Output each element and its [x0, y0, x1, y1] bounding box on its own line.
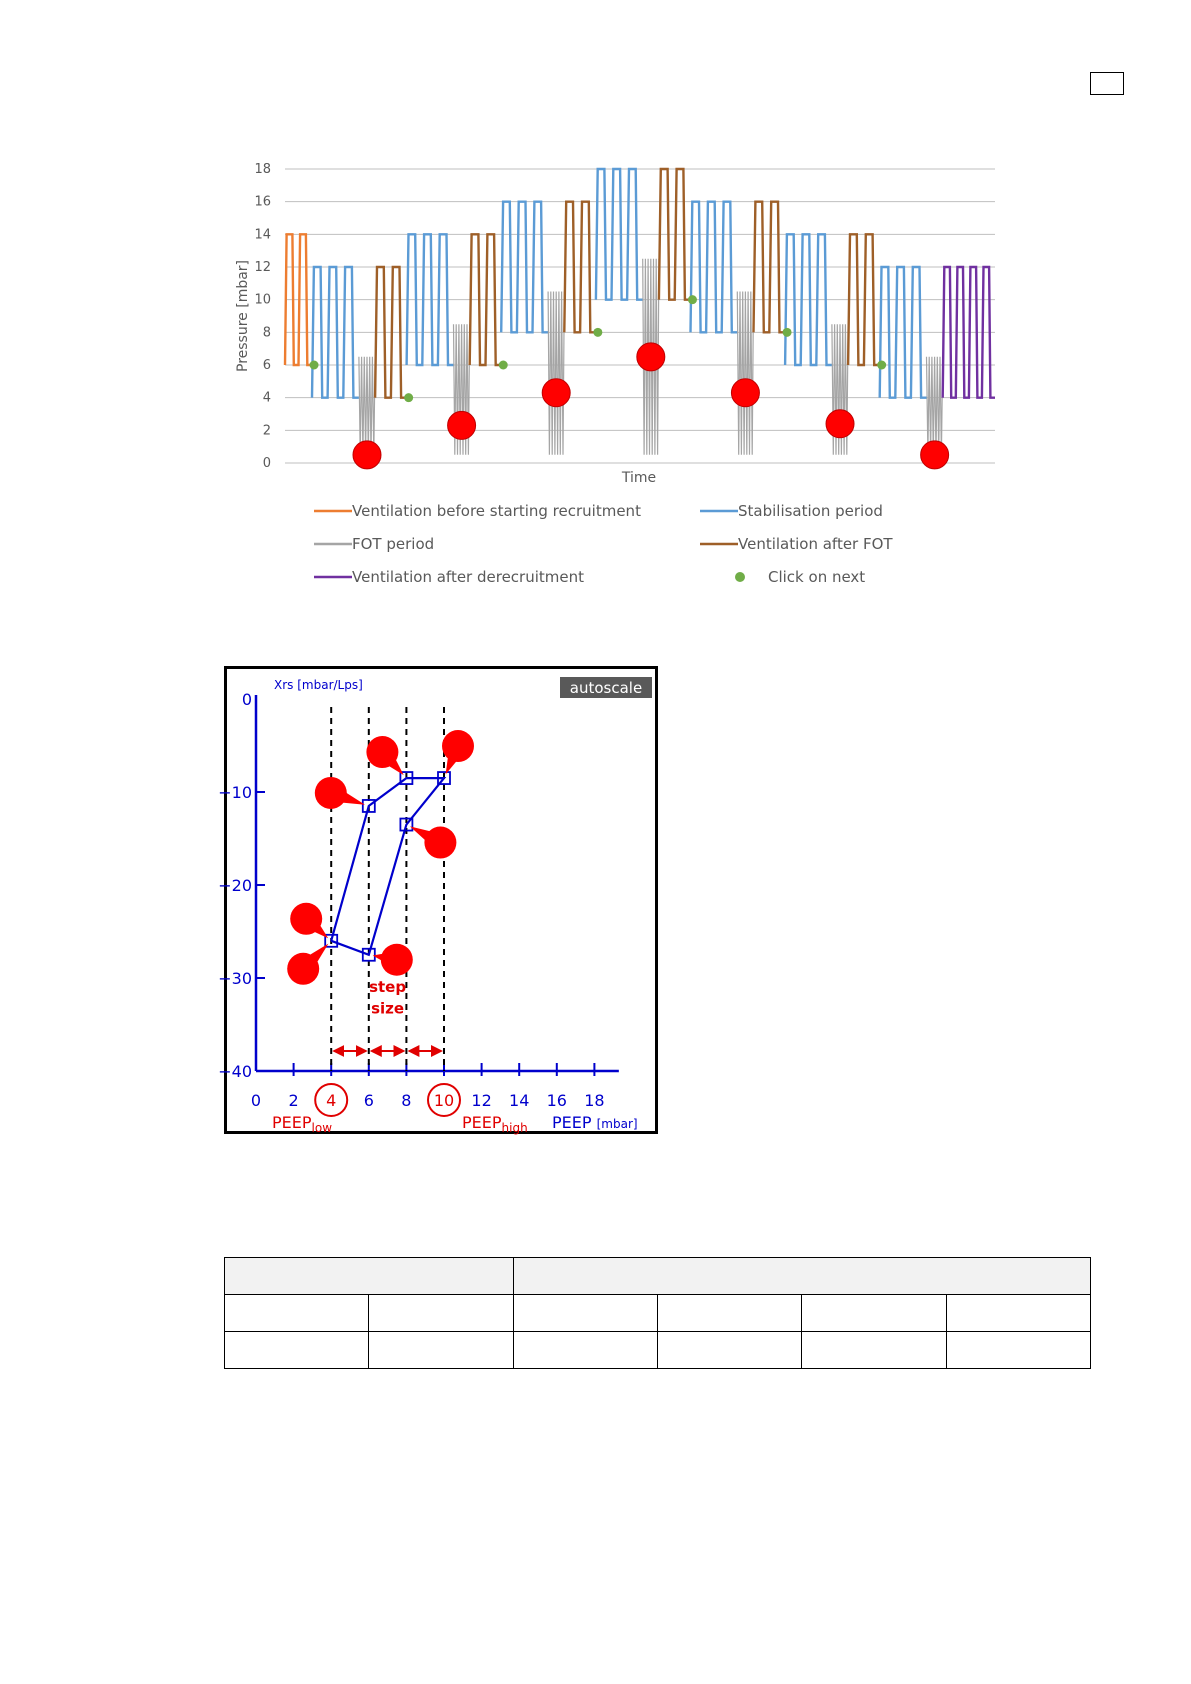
y-axis-label: Pressure [mbar] [235, 259, 251, 373]
table-row [225, 1332, 1091, 1369]
y-tick-label: 0 [262, 456, 271, 471]
x-tick-label: 6 [363, 1091, 374, 1110]
y-tick-label: −30 [218, 969, 252, 988]
red-pin-marker [442, 730, 474, 762]
table-cell [225, 1258, 514, 1295]
click-on-next-point [688, 295, 697, 304]
pressure-time-chart [230, 160, 1110, 630]
step-label: size [371, 999, 405, 1018]
series-segment-fot [927, 357, 943, 455]
red-marker [826, 410, 854, 438]
series-segment-fot [359, 357, 375, 455]
legend-swatch-click [735, 572, 745, 582]
y-axis-label: Xrs [mbar/Lps] [274, 678, 363, 692]
xrs-peep-chart [218, 666, 658, 1135]
y-tick-label: 2 [262, 423, 271, 439]
table-cell [225, 1332, 369, 1369]
click-on-next-point [499, 361, 508, 370]
x-tick-label: 0 [250, 1091, 262, 1110]
peep-high-label: $PEEP_{high}$ [462, 1113, 528, 1135]
y-tick-label: −20 [218, 876, 252, 895]
autoscale-badge-label: autoscale [569, 679, 643, 697]
chart-frame [226, 668, 657, 1133]
click-on-next-point [310, 361, 319, 370]
x-axis-label: Time [621, 470, 657, 486]
red-pin-marker [287, 953, 319, 985]
red-pin-marker [424, 827, 456, 859]
x-axis-label: PEEP [mbar] [552, 1113, 638, 1132]
legend-label: Ventilation before starting recruitment [352, 502, 641, 520]
y-tick-label: 12 [254, 260, 271, 275]
red-pin-marker [290, 903, 322, 935]
red-marker [353, 441, 381, 469]
page-number-box [1090, 72, 1124, 95]
y-tick-label: 8 [262, 325, 271, 341]
x-tick-label: 12 [471, 1091, 492, 1110]
table-cell [513, 1258, 1090, 1295]
red-marker [921, 441, 949, 469]
red-marker [637, 343, 665, 371]
y-tick-label: 18 [254, 162, 271, 177]
step-label: step [369, 977, 407, 996]
y-tick-label: −40 [218, 1062, 252, 1081]
empty-table [224, 1257, 1091, 1369]
table-cell [513, 1295, 657, 1332]
x-tick-label: 10 [433, 1091, 455, 1110]
legend-label: Ventilation after derecruitment [352, 568, 585, 586]
x-tick-label: 14 [509, 1091, 530, 1110]
click-on-next-point [877, 361, 886, 370]
x-tick-label: 4 [326, 1091, 337, 1110]
table-cell [657, 1332, 801, 1369]
red-pin-marker [381, 944, 413, 976]
y-tick-label: 10 [254, 292, 271, 308]
red-marker [731, 379, 759, 407]
table-cell [802, 1295, 946, 1332]
x-tick-label: 18 [584, 1091, 605, 1110]
x-tick-label: 8 [401, 1091, 412, 1110]
table-cell [946, 1332, 1090, 1369]
x-tick-label: 16 [546, 1091, 567, 1110]
red-marker [542, 379, 570, 407]
legend-label: Stabilisation period [738, 502, 883, 520]
click-on-next-point [783, 328, 792, 337]
legend-label: FOT period [352, 535, 435, 553]
y-tick-label: 0 [241, 690, 252, 709]
y-tick-label: 16 [254, 194, 271, 210]
table-cell [369, 1332, 513, 1369]
table-cell [225, 1295, 369, 1332]
legend-label: Click on next [768, 568, 866, 586]
legend-label: Ventilation after FOT [738, 535, 893, 553]
click-on-next-point [593, 328, 602, 337]
y-tick-label: −10 [218, 783, 252, 802]
table-row [225, 1258, 1091, 1295]
peep-low-label: $PEEP_{low}$ [272, 1113, 333, 1135]
table-cell [513, 1332, 657, 1369]
table-cell [946, 1295, 1090, 1332]
y-tick-label: 6 [262, 358, 271, 373]
table-cell [802, 1332, 946, 1369]
table-cell [369, 1295, 513, 1332]
table-row [225, 1295, 1091, 1332]
table-cell [657, 1295, 801, 1332]
y-tick-label: 14 [254, 227, 271, 243]
red-marker [448, 411, 476, 439]
click-on-next-point [404, 393, 413, 402]
y-tick-label: 4 [262, 390, 271, 406]
x-tick-label: 2 [288, 1091, 299, 1110]
red-pin-marker [366, 736, 398, 768]
red-pin-marker [315, 777, 347, 809]
